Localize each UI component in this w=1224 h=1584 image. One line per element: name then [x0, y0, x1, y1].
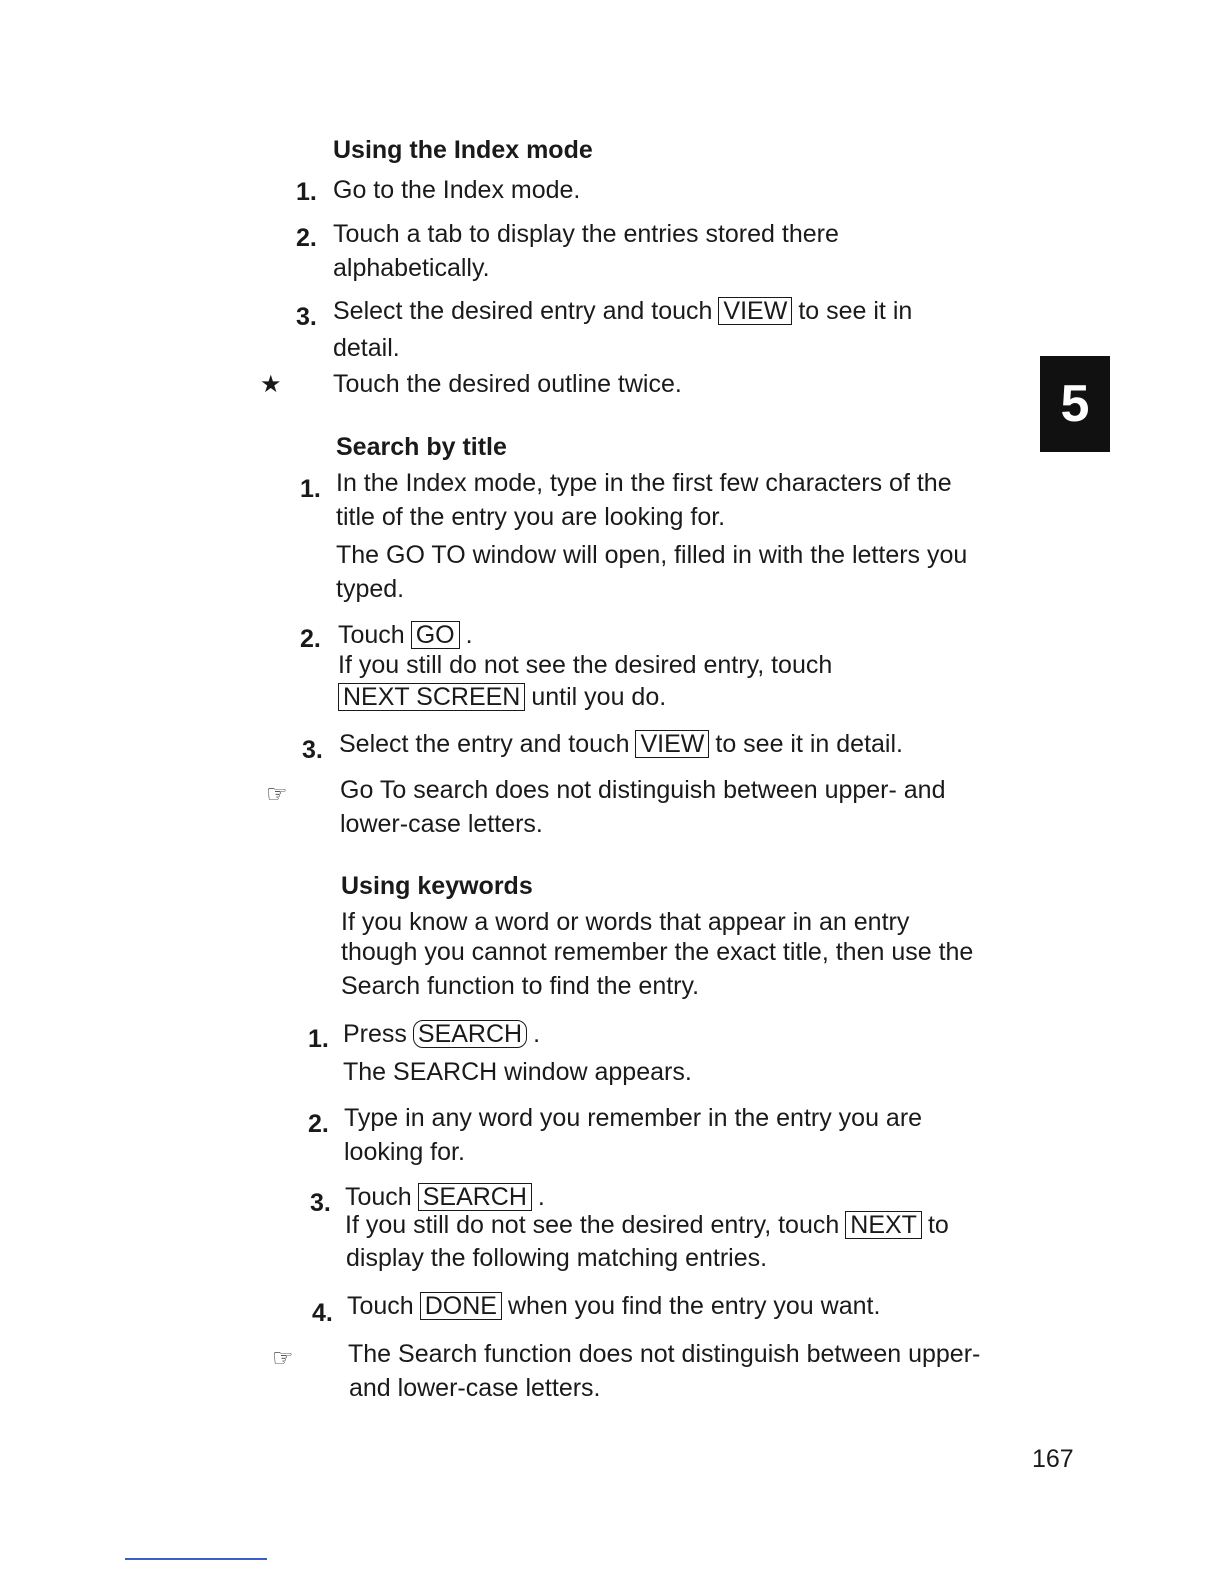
- step-text: Type in any word you remember in the entry you are: [344, 1104, 923, 1132]
- step-text: If you still do not see the desired entry, touch: [338, 651, 833, 679]
- note-text: The Search function does not distinguish between upper-: [348, 1340, 981, 1368]
- step-text-part: Select the desired entry and touch: [333, 297, 713, 325]
- step-text: typed.: [336, 575, 405, 603]
- step-number: 3.: [310, 1189, 331, 1217]
- heading-index-mode: Using the Index mode: [333, 136, 593, 164]
- step-text-part: when you find the entry you want.: [507, 1292, 881, 1320]
- step-text-part: to see it in: [798, 297, 913, 325]
- step-text: [333, 294, 912, 328]
- step-text-part: If you still do not see the desired entry, touch: [345, 1211, 840, 1239]
- step-number: 2.: [308, 1110, 329, 1138]
- tip-text: Touch the desired outline twice.: [333, 370, 682, 398]
- step-text: The SEARCH window appears.: [343, 1058, 692, 1086]
- view-key: VIEW: [718, 297, 792, 325]
- step-number: 2.: [296, 224, 317, 252]
- step-number: 1.: [300, 475, 321, 503]
- step-text: detail.: [333, 334, 400, 362]
- step-text: Go to the Index mode.: [333, 176, 581, 204]
- view-key: VIEW: [635, 730, 709, 758]
- step-text-part: Touch: [347, 1292, 414, 1320]
- chapter-tab: 5: [1040, 356, 1110, 452]
- step-number: 3.: [296, 303, 317, 331]
- step-text-part: to see it in detail.: [715, 730, 903, 758]
- done-key: DONE: [420, 1292, 502, 1320]
- step-number: 4.: [312, 1299, 333, 1327]
- intro-text: though you cannot remember the exact title, then use the: [341, 938, 974, 966]
- step-text-part: Touch: [345, 1183, 412, 1211]
- step-text: [332, 680, 666, 714]
- search-key: SEARCH: [413, 1020, 527, 1048]
- step-text: title of the entry you are looking for.: [336, 503, 726, 531]
- heading-search-by-title: Search by title: [336, 433, 507, 461]
- step-text-part: to: [927, 1211, 949, 1239]
- step-number: 1.: [308, 1025, 329, 1053]
- step-text-part: Select the entry and touch: [339, 730, 630, 758]
- star-icon: ★: [260, 371, 282, 398]
- step-text: [345, 1208, 949, 1242]
- pointing-hand-icon: ☞: [272, 1345, 294, 1372]
- go-key: GO: [411, 621, 460, 649]
- intro-text: If you know a word or words that appear in an entry: [341, 908, 910, 936]
- step-text: Touch a tab to display the entries stored there: [333, 220, 839, 248]
- note-text: Go To search does not distinguish between upper- and: [340, 776, 946, 804]
- footer-divider: [125, 1558, 267, 1560]
- step-number: 3.: [302, 736, 323, 764]
- next-screen-key: NEXT SCREEN: [338, 683, 525, 711]
- step-text: In the Index mode, type in the first few characters of the: [336, 469, 952, 497]
- step-text-part: until you do.: [531, 683, 667, 711]
- search-key: SEARCH: [418, 1183, 532, 1211]
- step-text: [347, 1289, 880, 1323]
- note-text: lower-case letters.: [340, 810, 543, 838]
- note-text: and lower-case letters.: [349, 1374, 601, 1402]
- step-text-part: Press: [343, 1020, 407, 1048]
- step-text: [338, 618, 473, 652]
- pointing-hand-icon: ☞: [266, 781, 288, 808]
- step-text: display the following matching entries.: [346, 1244, 768, 1272]
- step-text-part: .: [533, 1020, 541, 1048]
- next-key: NEXT: [845, 1211, 922, 1239]
- step-text: [339, 727, 903, 761]
- heading-using-keywords: Using keywords: [341, 872, 533, 900]
- step-text: The GO TO window will open, filled in with the letters you: [336, 541, 968, 569]
- step-text: alphabetically.: [333, 254, 490, 282]
- page-number: 167: [1032, 1445, 1074, 1473]
- step-text: [343, 1017, 540, 1051]
- intro-text: Search function to find the entry.: [341, 972, 700, 1000]
- step-text-part: .: [465, 621, 473, 649]
- step-text: looking for.: [344, 1138, 465, 1166]
- step-number: 2.: [300, 625, 321, 653]
- step-text-part: .: [537, 1183, 545, 1211]
- step-text-part: Touch: [338, 621, 405, 649]
- step-number: 1.: [296, 178, 317, 206]
